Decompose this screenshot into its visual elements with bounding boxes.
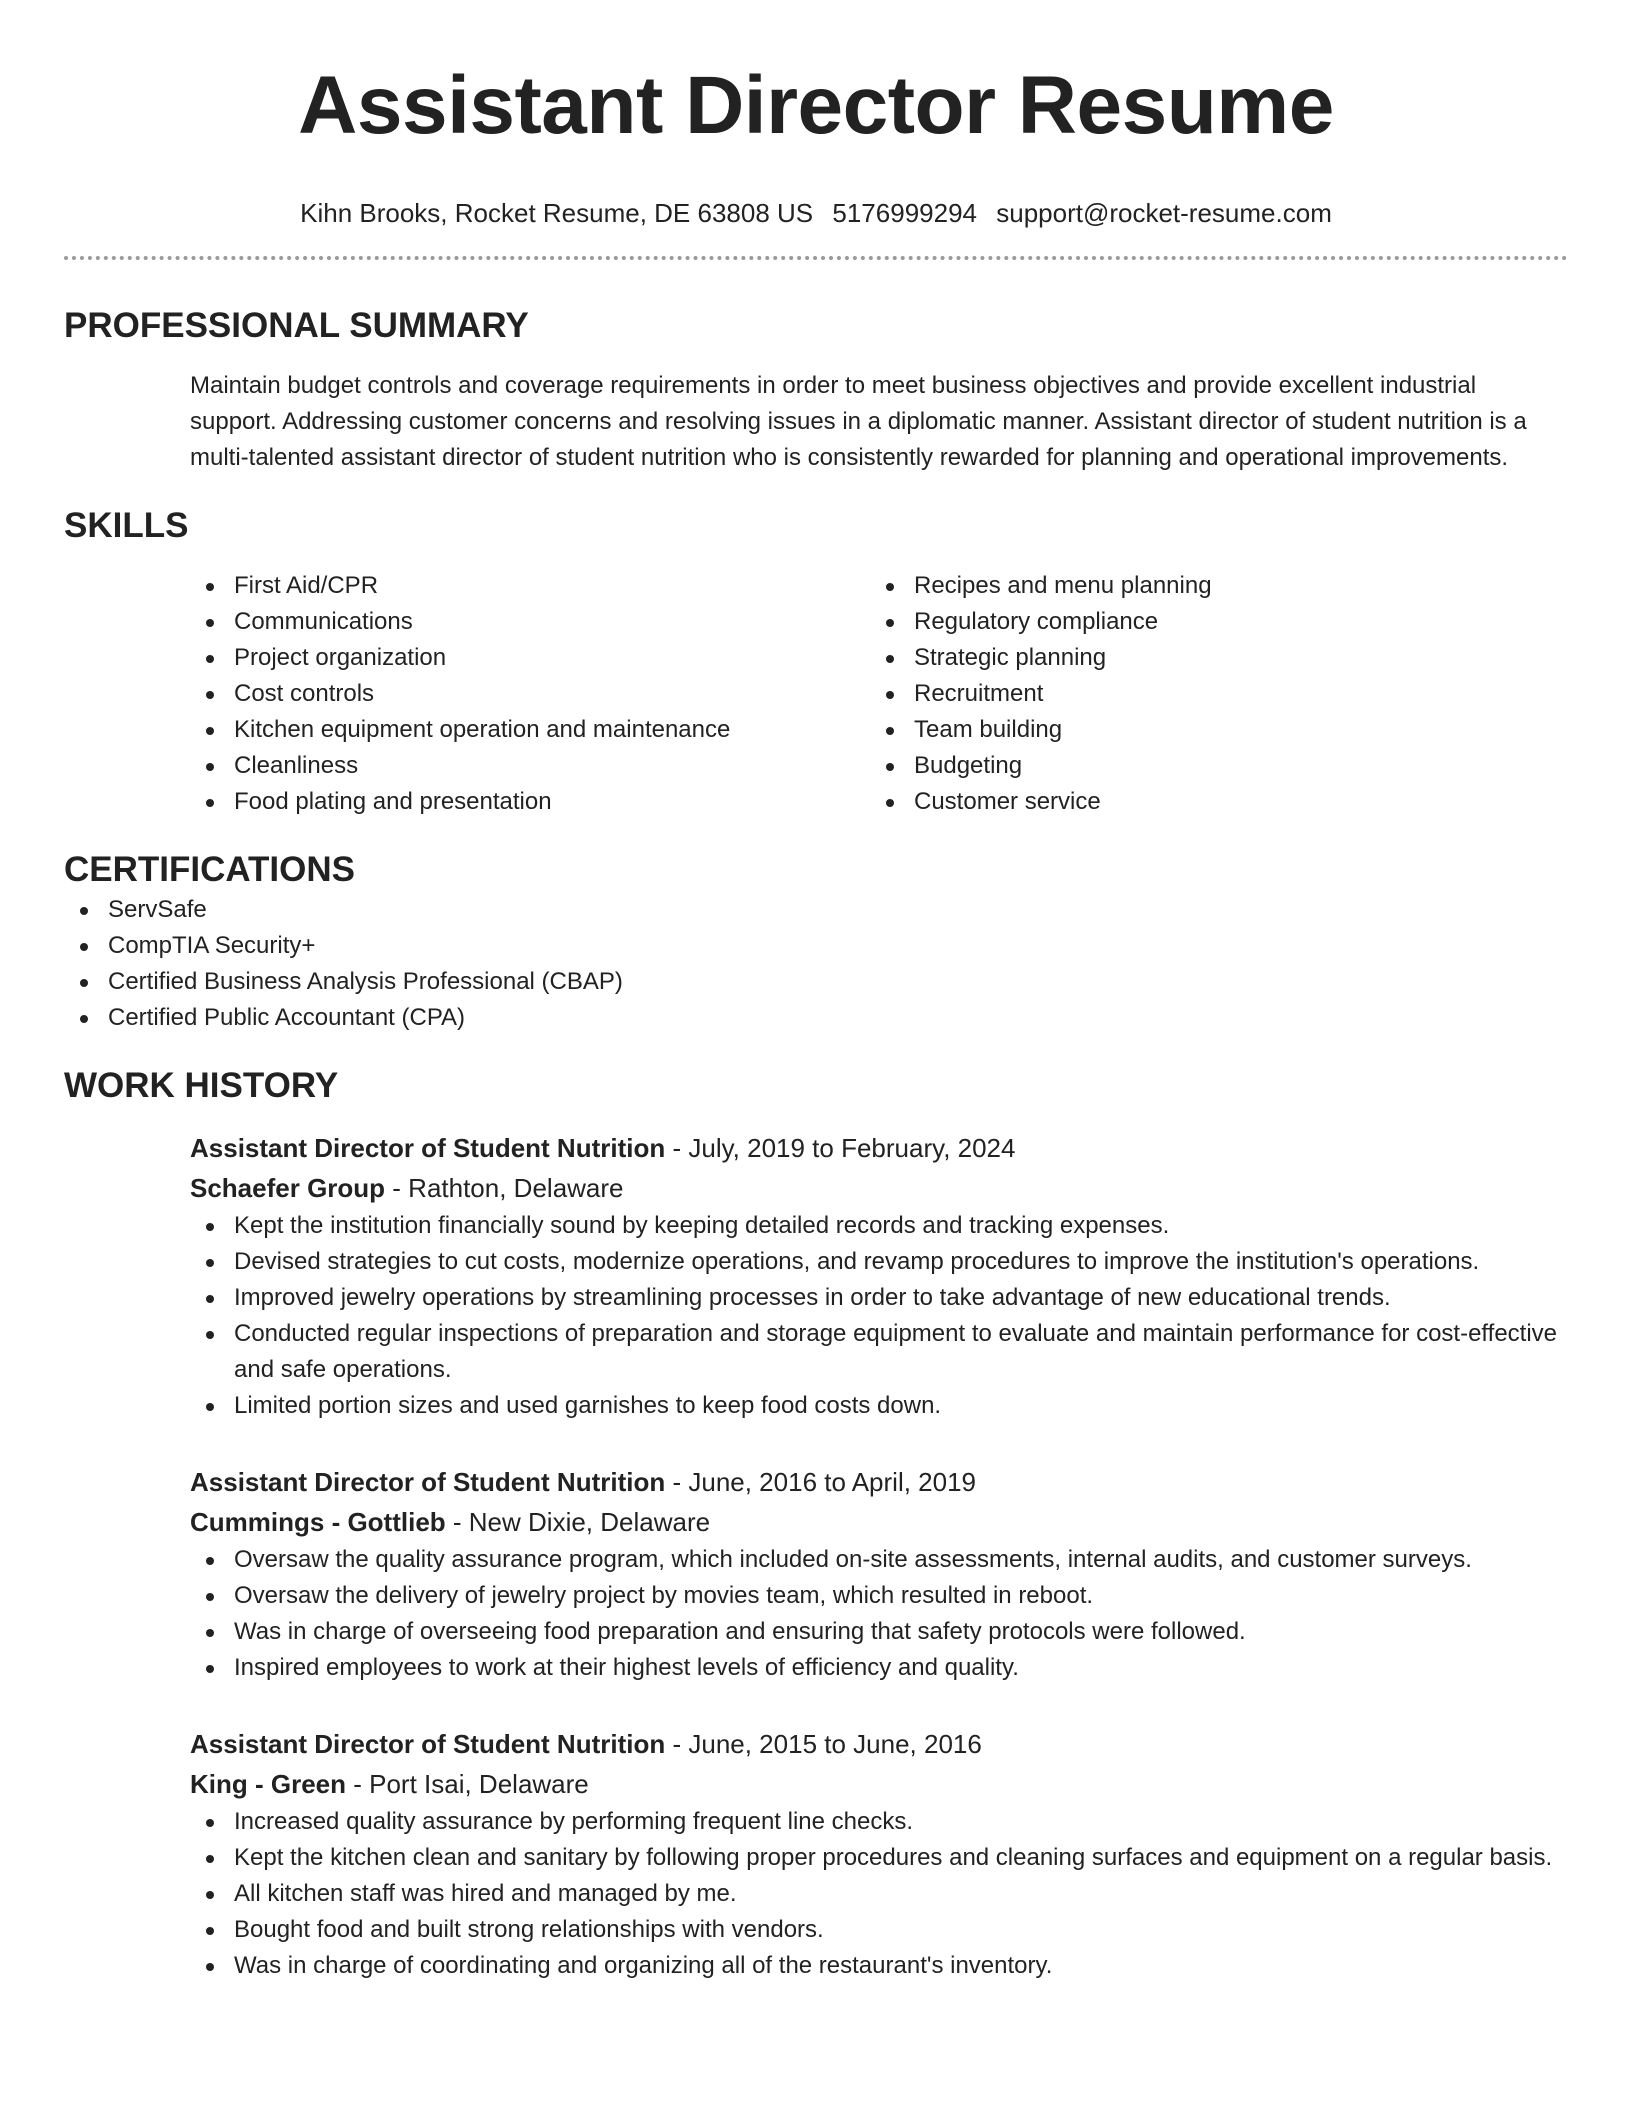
job-dates: - June, 2015 to June, 2016 (665, 1729, 982, 1759)
job-entry (64, 1724, 1568, 1984)
job-location: - Rathton, Delaware (385, 1173, 624, 1203)
skill-item: Food plating and presentation (190, 784, 870, 820)
job-duties-list (190, 1208, 1568, 1424)
job-title: Assistant Director of Student Nutrition (190, 1467, 666, 1497)
skill-item: Team building (870, 712, 1550, 748)
skill-item: Strategic planning (870, 640, 1550, 676)
skill-item: Kitchen equipment operation and maintenance (190, 712, 870, 748)
job-duty: Oversaw the delivery of jewelry project by movies team, which resulted in reboot. (190, 1578, 1568, 1614)
job-duties-list (190, 1542, 1568, 1686)
job-title-line (190, 1128, 1568, 1168)
job-duty: Oversaw the quality assurance program, which included on-site assessments, internal audits, and customer surveys. (190, 1542, 1568, 1578)
skill-item: Cost controls (190, 676, 870, 712)
job-duty: Kept the institution financially sound by keeping detailed records and tracking expenses. (190, 1208, 1568, 1244)
job-company: Cummings - Gottlieb (190, 1507, 446, 1537)
job-duty: All kitchen staff was hired and managed by me. (190, 1876, 1568, 1912)
skills-list-left (190, 568, 870, 820)
job-duty: Was in charge of coordinating and organizing all of the restaurant's inventory. (190, 1948, 1568, 1984)
skill-item: Communications (190, 604, 870, 640)
job-title: Assistant Director of Student Nutrition (190, 1729, 666, 1759)
work-history-section (64, 1064, 1568, 1984)
certification-item: Certified Business Analysis Professional (CBAP) (64, 964, 1568, 1000)
skill-item: Recipes and menu planning (870, 568, 1550, 604)
job-duty: Devised strategies to cut costs, modernize operations, and revamp procedures to improve the institution's operations. (190, 1244, 1568, 1280)
contact-line (64, 196, 1568, 230)
section-heading-summary: PROFESSIONAL SUMMARY (64, 306, 529, 345)
skills-columns (64, 568, 1568, 820)
job-duty: Bought food and built strong relationships with vendors. (190, 1912, 1568, 1948)
professional-summary-section (64, 304, 1568, 476)
job-duty: Increased quality assurance by performing frequent line checks. (190, 1804, 1568, 1840)
job-duty: Improved jewelry operations by streamlining processes in order to take advantage of new educational trends. (190, 1280, 1568, 1316)
skill-item: Project organization (190, 640, 870, 676)
job-duties-list (190, 1804, 1568, 1984)
summary-text: Maintain budget controls and coverage requirements in order to meet business objectives and provide excellent industrial support. Addressing customer concerns and resolving issues in a diplomatic manner. Assistant director of student nutrition is a multi-talented assistant director of student nutrition who is consistently rewarded for planning and operational improvements. (190, 372, 1527, 471)
resume-title: Assistant Director Resume (298, 60, 1334, 151)
certification-item: ServSafe (64, 892, 1568, 928)
certification-item: Certified Public Accountant (CPA) (64, 1000, 1568, 1036)
job-duty: Kept the kitchen clean and sanitary by following proper procedures and cleaning surfaces and equipment on a regular basis. (190, 1840, 1568, 1876)
section-heading-work-history: WORK HISTORY (64, 1066, 339, 1105)
certifications-list (64, 892, 1568, 1036)
job-entry (64, 1128, 1568, 1424)
job-entry (64, 1462, 1568, 1686)
job-company-line (190, 1502, 1568, 1542)
job-location: - New Dixie, Delaware (445, 1507, 711, 1537)
job-location: - Port Isai, Delaware (346, 1769, 589, 1799)
job-title: Assistant Director of Student Nutrition (190, 1133, 666, 1163)
skill-item: Cleanliness (190, 748, 870, 784)
job-company: King - Green (190, 1769, 347, 1799)
skill-item: First Aid/CPR (190, 568, 870, 604)
job-duty: Was in charge of overseeing food preparation and ensuring that safety protocols were followed. (190, 1614, 1568, 1650)
certifications-section (64, 848, 1568, 1036)
job-company-line (190, 1764, 1568, 1804)
job-dates: - June, 2016 to April, 2019 (665, 1467, 977, 1497)
job-title-line (190, 1462, 1568, 1502)
job-company-line (190, 1168, 1568, 1208)
contact-email: support@rocket-resume.com (996, 198, 1332, 228)
job-dates: - July, 2019 to February, 2024 (665, 1133, 1016, 1163)
skill-item: Regulatory compliance (870, 604, 1550, 640)
skill-item: Customer service (870, 784, 1550, 820)
skills-section (64, 504, 1568, 820)
job-duty: Conducted regular inspections of preparation and storage equipment to evaluate and maintain performance for cost-effective and safe operations. (190, 1316, 1568, 1388)
job-duty: Limited portion sizes and used garnishes to keep food costs down. (190, 1388, 1568, 1424)
skill-item: Budgeting (870, 748, 1550, 784)
job-company: Schaefer Group (190, 1173, 386, 1203)
section-heading-skills: SKILLS (64, 506, 189, 545)
skills-list-right (870, 568, 1550, 820)
contact-phone: 5176999294 (832, 198, 977, 228)
contact-address: Kihn Brooks, Rocket Resume, DE 63808 US (300, 198, 814, 228)
header-divider (64, 256, 1568, 260)
job-duty: Inspired employees to work at their highest levels of efficiency and quality. (190, 1650, 1568, 1686)
section-heading-certifications: CERTIFICATIONS (64, 850, 356, 889)
certification-item: CompTIA Security+ (64, 928, 1568, 964)
skill-item: Recruitment (870, 676, 1550, 712)
job-title-line (190, 1724, 1568, 1764)
